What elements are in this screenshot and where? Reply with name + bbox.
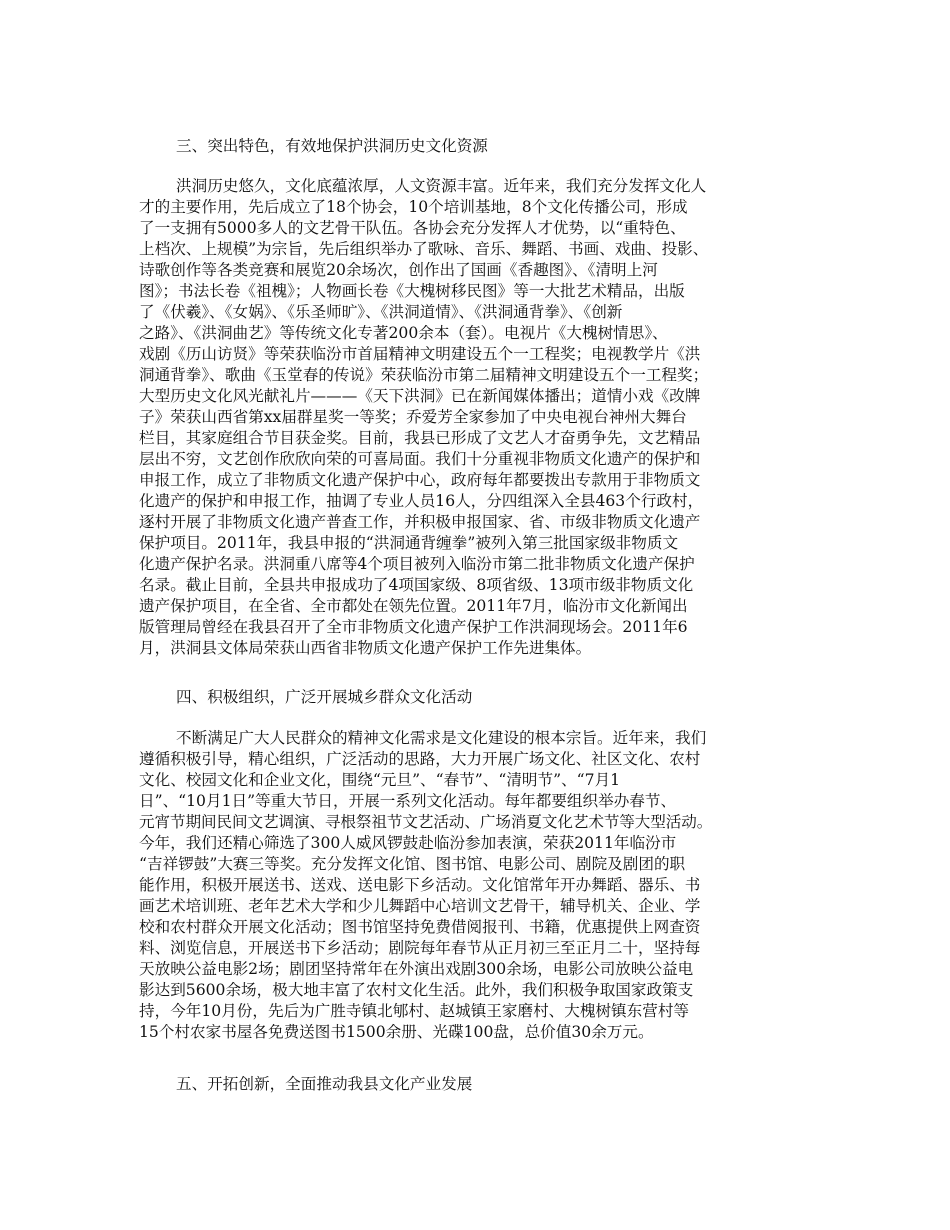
section-heading-5: 五、开拓创新，全面推动我县文化产业发展 [176, 1075, 473, 1093]
paragraph-line: 影达到5600余场，极大地丰富了农村文化生活。此外，我们积极争取国家政策支 [139, 981, 694, 999]
paragraph-line: 天放映公益电影2场；剧团坚持常年在外演出戏剧300余场，电影公司放映公益电 [139, 960, 694, 978]
paragraph-line: 文化、校园文化和企业文化，围绕“元旦”、“春节”、“清明节”、“7月1 [139, 771, 621, 789]
paragraph-line: 持，今年10月份，先后为广胜寺镇北郇村、赵城镇王家磨村、大槐树镇东营村等 [139, 1002, 690, 1020]
paragraph-line: 洪洞历史悠久，文化底蕴浓厚，人文资源丰富。近年来，我们充分发挥文化人 [176, 177, 707, 195]
paragraph-line: 料、浏览信息，开展送书下乡活动；剧院每年春节从正月初三至正月二十，坚持每 [139, 939, 701, 957]
paragraph-line: 了一支拥有5000多人的文艺骨干队伍。各协会充分发挥人才优势，以“重特色、 [139, 219, 686, 237]
paragraph-line: 今年，我们还精心筛选了300人威风锣鼓赴临汾参加表演，荣获2011年临汾市 [139, 834, 677, 852]
paragraph-line: 不断满足广大人民群众的精神文化需求是文化建设的根本宗旨。近年来，我们 [176, 729, 707, 747]
paragraph-line: 校和农村群众开展文化活动；图书馆坚持免费借阅报刊、书籍，优惠提供上网查资 [139, 918, 701, 936]
paragraph-line: 上档次、上规模”为宗旨，先后组织举办了歌咏、音乐、舞蹈、书画、戏曲、投影、 [139, 240, 709, 258]
paragraph-line: 大型历史文化风光献礼片———《天下洪洞》已在新闻媒体播出；道情小戏《改牌 [139, 387, 701, 405]
paragraph-line: 能作用，积极开展送书、送戏、送电影下乡活动。文化馆常年开办舞蹈、器乐、书 [139, 876, 701, 894]
paragraph-line: 栏目，其家庭组合节目获金奖。目前，我县已形成了文艺人才奋勇争先，文艺精品 [139, 429, 701, 447]
section-heading-4: 四、积极组织，广泛开展城乡群众文化活动 [176, 688, 473, 706]
paragraph-line: 层出不穷，文艺创作欣欣向荣的可喜局面。我们十分重视非物质文化遗产的保护和 [139, 450, 701, 468]
paragraph-line: 画艺术培训班、老年艺术大学和少儿舞蹈中心培训文艺骨干，辅导机关、企业、学 [139, 897, 701, 915]
paragraph-line: 名录。截止目前，全县共申报成功了4项国家级、8项省级、13项市级非物质文化 [139, 576, 694, 594]
paragraph-line: 戏剧《历山访贤》等荣获临汾市首届精神文明建设五个一工程奖；电视教学片《洪 [139, 345, 701, 363]
paragraph-line: 化遗产的保护和申报工作，抽调了专业人员16人，分四组深入全县463个行政村， [139, 492, 704, 510]
paragraph-line: 版管理局曾经在我县召开了全市非物质文化遗产保护工作洪洞现场会。2011年6 [139, 618, 688, 636]
section-paragraph-3 [139, 176, 829, 659]
paragraph-line: 了《伏羲》、《女娲》、《乐圣师旷》、《洪洞道情》、《洪洞通背拳》、《创新 [139, 303, 623, 321]
paragraph-line: 诗歌创作等各类竞赛和展览20余场次，创作出了国画《香趣图》、《清明上河 [139, 261, 658, 279]
paragraph-line: 保护项目。2011年，我县申报的“洪洞通背缠拳”被列入第三批国家级非物质文 [139, 534, 679, 552]
paragraph-line: 日”、“10月1日”等重大节日，开展一系列文化活动。每年都要组织举办春节、 [139, 792, 677, 810]
paragraph-line: 子》荣获山西省第xx届群星奖一等奖；乔爱芳全家参加了中央电视台神州大舞台 [139, 408, 687, 426]
paragraph-line: 申报工作，成立了非物质文化遗产保护中心，政府每年都要拨出专款用于非物质文 [139, 471, 701, 489]
paragraph-line: 15个村农家书屋各免费送图书1500余册、光碟100盘，总价值30余万元。 [139, 1023, 654, 1041]
paragraph-line: 遗产保护项目，在全省、全市都处在领先位置。2011年7月，临汾市文化新闻出 [139, 597, 688, 615]
paragraph-line: 逐村开展了非物质文化遗产普查工作，并积极申报国家、省、市级非物质文化遗产 [139, 513, 701, 531]
paragraph-line: 月，洪洞县文体局荣获山西省非物质文化遗产保护工作先进集体。 [139, 639, 592, 657]
paragraph-line: 之路》、《洪洞曲艺》等传统文化专著200余本（套）。电视片《大槐树情思》、 [139, 324, 668, 342]
section-paragraph-4 [139, 728, 829, 1043]
paragraph-line: “吉祥锣鼓”大赛三等奖。充分发挥文化馆、图书馆、电影公司、剧院及剧团的职 [139, 855, 686, 873]
paragraph-line: 元宵节期间民间文艺调演、寻根祭祖节文艺活动、广场消夏文化艺术节等大型活动。 [139, 813, 713, 831]
paragraph-line: 化遗产保护名录。洪洞重八席等4个项目被列入临汾市第二批非物质文化遗产保护 [139, 555, 695, 573]
paragraph-line: 洞通背拳》、歌曲《玉堂春的传说》荣获临汾市第二届精神文明建设五个一工程奖； [139, 366, 709, 384]
paragraph-line: 才的主要作用，先后成立了18个协会，10个培训基地，8个文化传播公司，形成 [139, 198, 688, 216]
paragraph-line: 遵循积极引导，精心组织，广泛活动的思路，大力开展广场文化、社区文化、农村 [139, 750, 701, 768]
section-heading-3: 三、突出特色，有效地保护洪洞历史文化资源 [176, 137, 488, 155]
paragraph-line: 图》；书法长卷《祖槐》；人物画长卷《大槐树移民图》等一大批艺术精品，出版 [139, 282, 685, 300]
